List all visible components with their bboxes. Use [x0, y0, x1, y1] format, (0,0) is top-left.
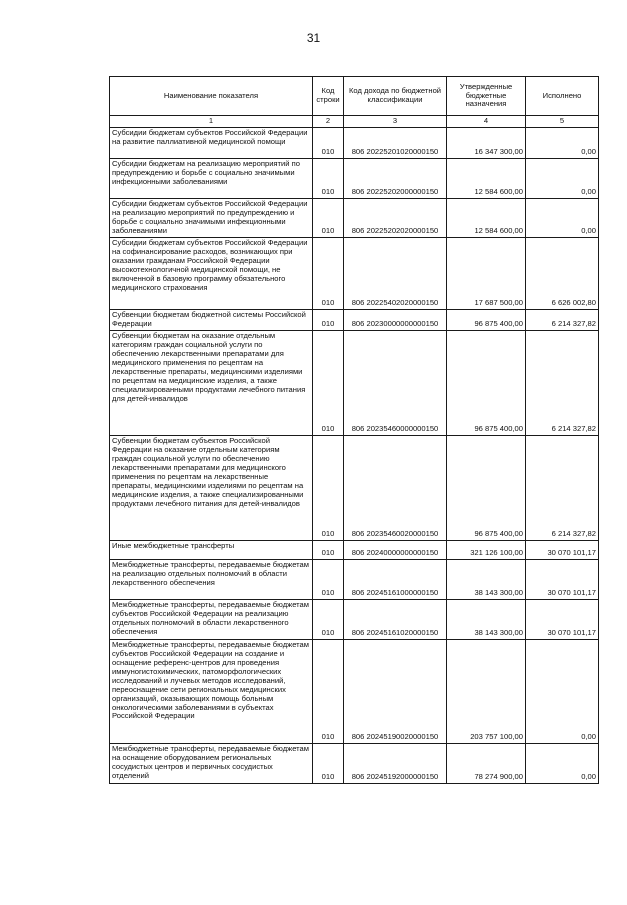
row-name: Иные межбюджетные трансферты	[110, 540, 313, 559]
row-approved: 16 347 300,00	[447, 127, 526, 158]
table-row	[110, 158, 599, 198]
row-executed: 6 214 327,82	[526, 330, 599, 435]
row-approved: 38 143 300,00	[447, 599, 526, 639]
row-name: Межбюджетные трансферты, передаваемые бюджетам субъектов Российской Федерации на реализацию отдельных полномочий в области лекарственного обеспечения	[110, 599, 313, 639]
table-row	[110, 237, 599, 309]
row-approved: 96 875 400,00	[447, 309, 526, 330]
page-number: 31	[306, 31, 321, 45]
row-approved: 203 757 100,00	[447, 639, 526, 743]
row-executed: 30 070 101,17	[526, 559, 599, 599]
row-executed: 6 626 002,80	[526, 237, 599, 309]
table-row	[110, 540, 599, 559]
column-number-row	[110, 116, 599, 128]
row-line-code: 010	[313, 743, 344, 783]
row-line-code: 010	[313, 435, 344, 540]
row-approved: 17 687 500,00	[447, 237, 526, 309]
row-executed: 0,00	[526, 639, 599, 743]
table-row	[110, 743, 599, 783]
row-income-code: 806 20225402020000150	[344, 237, 447, 309]
row-name: Субвенции бюджетам бюджетной системы Российской Федерации	[110, 309, 313, 330]
table-row	[110, 639, 599, 743]
table-row	[110, 435, 599, 540]
row-line-code: 010	[313, 237, 344, 309]
row-income-code: 806 20225201020000150	[344, 127, 447, 158]
row-executed: 0,00	[526, 158, 599, 198]
row-name: Субвенции бюджетам на оказание отдельным категориям граждан социальной услуги по обеспечению лекарственными препаратами для медицинского применения по рецептам на лекарственные препараты, медицинскими изделиями по рецептам на медицинские изделия, а также специализированными продуктами лечебного питания для детей-инвалидов	[110, 330, 313, 435]
row-line-code: 010	[313, 599, 344, 639]
row-approved: 96 875 400,00	[447, 435, 526, 540]
row-line-code: 010	[313, 309, 344, 330]
header-income-code: Код дохода по бюджетной классификации	[344, 77, 447, 116]
row-name: Межбюджетные трансферты, передаваемые бюджетам субъектов Российской Федерации на создание и оснащение референс-центров для проведения иммуногистохимических, патоморфологических исследований и лучевых методов исследований, переоснащение сети региональных медицинских организаций, оказывающих помощь больным онкологическими заболеваниями в субъектах Российской Федерации	[110, 639, 313, 743]
row-income-code: 806 20245192000000150	[344, 743, 447, 783]
row-name: Межбюджетные трансферты, передаваемые бюджетам на оснащение оборудованием региональных сосудистых центров и первичных сосудистых отделений	[110, 743, 313, 783]
column-number: 2	[313, 116, 344, 128]
row-line-code: 010	[313, 330, 344, 435]
row-income-code: 806 20235460020000150	[344, 435, 447, 540]
row-line-code: 010	[313, 559, 344, 599]
table-header-row	[110, 77, 599, 116]
row-income-code: 806 20225202000000150	[344, 158, 447, 198]
row-line-code: 010	[313, 540, 344, 559]
row-income-code: 806 20225202020000150	[344, 198, 447, 237]
column-number: 5	[526, 116, 599, 128]
row-approved: 321 126 100,00	[447, 540, 526, 559]
table-row	[110, 559, 599, 599]
row-approved: 12 584 600,00	[447, 158, 526, 198]
row-approved: 38 143 300,00	[447, 559, 526, 599]
budget-execution-table	[109, 76, 599, 784]
header-executed: Исполнено	[526, 77, 599, 116]
table-row	[110, 198, 599, 237]
row-executed: 0,00	[526, 127, 599, 158]
row-income-code: 806 20245161020000150	[344, 599, 447, 639]
row-name: Субсидии бюджетам на реализацию мероприятий по предупреждению и борьбе с социально значимыми инфекционными заболеваниями	[110, 158, 313, 198]
row-income-code: 806 20240000000000150	[344, 540, 447, 559]
row-name: Субсидии бюджетам субъектов Российской Федерации на софинансирование расходов, возникающих при оказании гражданам Российской Федерации высокотехнологичной медицинской помощи, не включенной в базовую программу обязательного медицинского страхования	[110, 237, 313, 309]
row-line-code: 010	[313, 639, 344, 743]
row-name: Субсидии бюджетам субъектов Российской Федерации на развитие паллиативной медицинской помощи	[110, 127, 313, 158]
row-executed: 0,00	[526, 743, 599, 783]
header-line-code: Код строки	[313, 77, 344, 116]
column-number: 4	[447, 116, 526, 128]
row-name: Субвенции бюджетам субъектов Российской Федерации на оказание отдельным категориям граждан социальной услуги по обеспечению лекарственными препаратами для медицинского применения по рецептам на лекарственные препараты, медицинскими изделиями по рецептам на медицинские изделия, а также специализированными продуктами лечебного питания для детей-инвалидов	[110, 435, 313, 540]
row-income-code: 806 20245161000000150	[344, 559, 447, 599]
row-line-code: 010	[313, 158, 344, 198]
table-row	[110, 599, 599, 639]
column-number: 1	[110, 116, 313, 128]
row-executed: 6 214 327,82	[526, 435, 599, 540]
row-name: Субсидии бюджетам субъектов Российской Федерации на реализацию мероприятий по предупреждению и борьбе с социально значимыми инфекционными заболеваниями	[110, 198, 313, 237]
table-row	[110, 127, 599, 158]
row-executed: 6 214 327,82	[526, 309, 599, 330]
row-income-code: 806 20230000000000150	[344, 309, 447, 330]
column-number: 3	[344, 116, 447, 128]
row-executed: 30 070 101,17	[526, 540, 599, 559]
row-name: Межбюджетные трансферты, передаваемые бюджетам на реализацию отдельных полномочий в области лекарственного обеспечения	[110, 559, 313, 599]
row-line-code: 010	[313, 127, 344, 158]
row-executed: 0,00	[526, 198, 599, 237]
row-approved: 12 584 600,00	[447, 198, 526, 237]
table-row	[110, 330, 599, 435]
row-line-code: 010	[313, 198, 344, 237]
row-approved: 78 274 900,00	[447, 743, 526, 783]
table-row	[110, 309, 599, 330]
header-name: Наименование показателя	[110, 77, 313, 116]
row-income-code: 806 20245190020000150	[344, 639, 447, 743]
header-approved: Утвержденные бюджетные назначения	[447, 77, 526, 116]
row-approved: 96 875 400,00	[447, 330, 526, 435]
row-executed: 30 070 101,17	[526, 599, 599, 639]
row-income-code: 806 20235460000000150	[344, 330, 447, 435]
